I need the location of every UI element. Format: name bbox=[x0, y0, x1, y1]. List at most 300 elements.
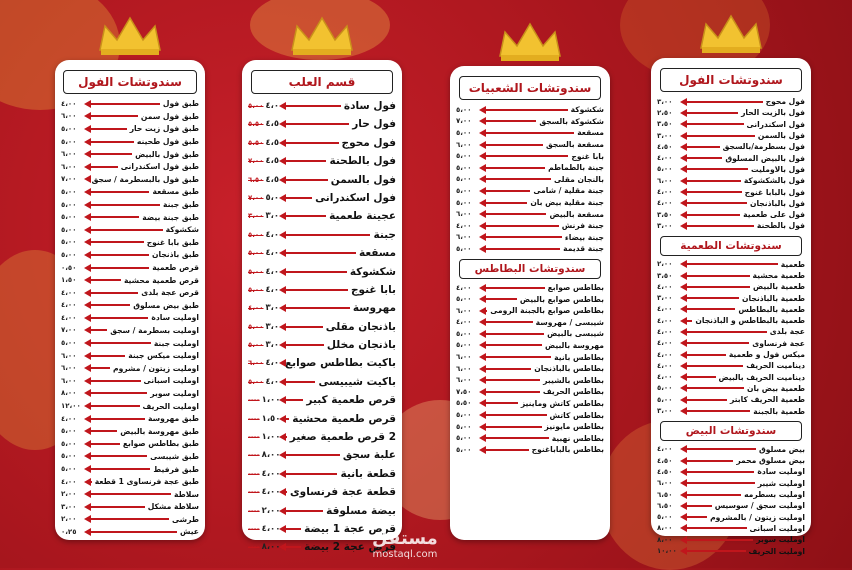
item-price bbox=[657, 384, 679, 392]
item-name: طبق فول زيت حار bbox=[129, 124, 199, 134]
item-price bbox=[657, 547, 679, 555]
item-name: مسقعة bbox=[577, 128, 604, 138]
arrow-icon bbox=[281, 271, 347, 273]
item-price-value: ٤،٠٠ bbox=[657, 188, 673, 197]
item-name: طعمية بالجبنة bbox=[753, 406, 805, 416]
menu-panel-shaabiyat bbox=[450, 66, 610, 540]
item-price-value: ٢،٠٠ bbox=[657, 260, 673, 269]
item-price bbox=[456, 353, 478, 361]
item-price bbox=[456, 284, 478, 292]
item-price-value: ٤،٠٠ bbox=[261, 523, 281, 534]
panel-title: قسم العلب bbox=[251, 70, 394, 94]
item-price bbox=[657, 177, 679, 185]
arrow-icon bbox=[682, 460, 733, 462]
arrow-icon bbox=[481, 225, 559, 227]
menu-row bbox=[450, 374, 610, 386]
item-name: سلاطة مشكل bbox=[147, 502, 199, 512]
item-price-value: ٤،٠٠ bbox=[61, 301, 77, 310]
arrow-icon bbox=[86, 317, 148, 319]
item-price-value: ٥،٠٠ bbox=[61, 439, 77, 448]
item-name: مسقعة بالسجق bbox=[545, 140, 604, 150]
item-price bbox=[657, 305, 679, 313]
menu-row bbox=[242, 319, 402, 335]
item-price-value: ٨،٠٠ bbox=[61, 389, 77, 398]
item-price bbox=[61, 251, 83, 259]
menu-row bbox=[242, 135, 402, 151]
item-price-value: ٥،٠٠ bbox=[657, 395, 673, 404]
item-name: طعمية بيض بان bbox=[746, 383, 805, 393]
item-price-value: ٥،٠٠ bbox=[456, 295, 472, 304]
arrow-icon bbox=[481, 298, 517, 300]
item-price-value: ٣،٠٠ bbox=[61, 502, 77, 511]
menu-row bbox=[651, 259, 811, 270]
item-name: بابا غنوج bbox=[571, 151, 604, 161]
item-name: فول بالطحنة bbox=[756, 221, 805, 231]
item-name: اومليت زيتون / مشروم bbox=[113, 363, 199, 373]
item-price-value: ٥،٠٠ bbox=[61, 339, 77, 348]
menu-row bbox=[55, 312, 205, 324]
arrow-icon bbox=[682, 157, 722, 159]
arrow-icon bbox=[86, 430, 117, 432]
item-price-value: ٣،٠٠ bbox=[657, 294, 673, 303]
arrow-icon bbox=[86, 115, 138, 117]
item-price-value: ٦،٠٠ bbox=[61, 150, 77, 159]
menu-row bbox=[242, 429, 402, 445]
item-price-value: ٦،٥٠ bbox=[657, 490, 673, 499]
item-price-value: ٤،٠٠ bbox=[657, 339, 673, 348]
menu-list bbox=[651, 96, 811, 557]
item-name: اومليت سوبر bbox=[756, 535, 805, 545]
arrow-icon bbox=[281, 344, 324, 346]
item-price bbox=[657, 165, 679, 173]
menu-row bbox=[242, 172, 402, 188]
item-price-value: ٧،٠٠ bbox=[61, 175, 77, 184]
menu-row bbox=[55, 199, 205, 211]
item-price bbox=[657, 199, 679, 207]
arrow-icon bbox=[481, 167, 545, 169]
item-price bbox=[61, 301, 83, 309]
arrow-icon bbox=[682, 286, 750, 288]
item-name: اومليت بسطرمه bbox=[744, 490, 805, 500]
item-name: طبق مهروسة bbox=[148, 414, 199, 424]
item-price bbox=[61, 339, 83, 347]
item-price bbox=[657, 373, 679, 381]
item-old-price: ---- bbox=[248, 469, 260, 478]
item-price-value: ١٢،٠٠ bbox=[61, 402, 81, 411]
arrow-icon bbox=[86, 178, 89, 180]
item-name: علبة سجق bbox=[342, 449, 396, 462]
item-price-value: ٥،٠٠ bbox=[61, 124, 77, 133]
menu-row bbox=[450, 232, 610, 244]
item-price-value: ٤،٠٠ bbox=[61, 477, 77, 486]
item-name: مسقعة بالبيض bbox=[549, 209, 604, 219]
item-name: شكشوكة بالسجق bbox=[539, 116, 604, 126]
menu-row bbox=[242, 245, 402, 261]
arrow-icon bbox=[682, 448, 756, 450]
menu-row bbox=[242, 208, 402, 224]
menu-row bbox=[55, 224, 205, 236]
item-price-value: ٥،٠٠ bbox=[61, 465, 77, 474]
arrow-icon bbox=[281, 362, 282, 364]
arrow-icon bbox=[682, 342, 749, 344]
item-price-value: ٥،٠٠ bbox=[456, 244, 472, 253]
item-price-value: ٤،٠٠ bbox=[265, 248, 285, 259]
item-name: بالنجان مقلى bbox=[553, 174, 604, 184]
item-name: فول على طعمية bbox=[743, 210, 805, 220]
item-old-price: ---- bbox=[248, 396, 260, 405]
item-price-value: ٣،٠٠ bbox=[657, 407, 673, 416]
item-name: طبق فرفيط bbox=[153, 464, 199, 474]
item-price bbox=[61, 352, 83, 360]
arrow-icon bbox=[481, 287, 545, 289]
item-price bbox=[657, 339, 679, 347]
menu-row bbox=[55, 488, 205, 500]
menu-row bbox=[242, 447, 402, 463]
item-name: جبنة بيضاء bbox=[564, 232, 604, 242]
item-price bbox=[657, 143, 679, 151]
arrow-icon bbox=[86, 355, 125, 357]
menu-row bbox=[242, 355, 402, 371]
item-price-value: ٢،٠٠ bbox=[61, 515, 77, 524]
menu-row bbox=[651, 512, 811, 523]
item-price bbox=[61, 213, 83, 221]
arrow-icon bbox=[481, 202, 527, 204]
item-price bbox=[657, 294, 679, 302]
menu-row bbox=[450, 139, 610, 151]
menu-row bbox=[450, 243, 610, 255]
item-price-value: ٤،٥٠ bbox=[657, 142, 673, 151]
panel-title: سندوتشات الفول bbox=[63, 70, 197, 94]
item-price bbox=[248, 487, 281, 498]
arrow-icon bbox=[281, 142, 339, 144]
arrow-icon bbox=[682, 214, 740, 216]
item-price-value: ٨،٠٠ bbox=[657, 535, 673, 544]
arrow-icon bbox=[86, 342, 151, 344]
item-price bbox=[657, 362, 679, 370]
item-price-value: ٥،٠٠ bbox=[456, 445, 472, 454]
arrow-icon bbox=[481, 402, 518, 404]
item-price bbox=[456, 245, 478, 253]
item-name: قرص طعمية محشية bbox=[123, 275, 199, 285]
item-name: بطاطس بالباذنجان bbox=[534, 364, 604, 374]
menu-row bbox=[242, 411, 402, 427]
menu-row bbox=[450, 386, 610, 398]
item-price-value: ٢،٠٠ bbox=[261, 505, 281, 516]
menu-row bbox=[55, 274, 205, 286]
arrow-icon bbox=[86, 455, 147, 457]
item-price-value: ٥،٥٠ bbox=[456, 399, 472, 408]
menu-row bbox=[55, 300, 205, 312]
item-price bbox=[61, 515, 83, 523]
menu-row bbox=[242, 282, 402, 298]
item-name: طعمية محشية bbox=[752, 271, 805, 280]
item-price bbox=[456, 210, 478, 218]
item-name: فول بالبابا غنوج bbox=[744, 187, 805, 197]
item-price-value: ٥،٠٠ bbox=[61, 225, 77, 234]
item-price bbox=[657, 188, 679, 196]
arrow-icon bbox=[481, 333, 544, 335]
item-price-value: ٥،٠٠ bbox=[265, 192, 285, 203]
item-price bbox=[248, 303, 285, 314]
menu-row bbox=[55, 425, 205, 437]
item-name: طبق جبنة bbox=[162, 200, 199, 210]
item-price bbox=[61, 326, 83, 334]
arrow-icon bbox=[281, 326, 323, 328]
item-price-value: ٥،٠٠ bbox=[456, 434, 472, 443]
arrow-icon bbox=[682, 112, 738, 114]
menu-row bbox=[651, 220, 811, 231]
item-price-value: ٦،٠٠ bbox=[657, 176, 673, 185]
item-price bbox=[248, 523, 281, 534]
arrow-icon bbox=[682, 505, 712, 507]
arrow-icon bbox=[481, 132, 574, 134]
item-price bbox=[61, 314, 83, 322]
item-price-value: ٤،٠٠ bbox=[261, 487, 281, 498]
arrow-icon bbox=[682, 146, 720, 148]
item-price bbox=[657, 513, 679, 521]
item-name: اومليت جبنة bbox=[153, 338, 199, 348]
item-name: مهروسة bbox=[352, 302, 396, 315]
item-price bbox=[657, 211, 679, 219]
item-name: بطاطس كاتش وماينيز bbox=[520, 398, 604, 408]
arrow-icon bbox=[682, 527, 747, 529]
item-name: بطاطس بانية bbox=[554, 352, 604, 362]
item-price bbox=[61, 201, 83, 209]
item-price-value: ٣،٠٠ bbox=[265, 211, 285, 222]
watermark-arabic: مستقل bbox=[372, 528, 438, 549]
arrow-icon bbox=[682, 365, 743, 367]
item-price-value: ٤،٠٠ bbox=[657, 373, 673, 382]
arrow-icon bbox=[682, 191, 742, 193]
item-price-value: ٢،٥٠ bbox=[657, 108, 673, 117]
arrow-icon bbox=[86, 204, 160, 206]
item-price bbox=[248, 542, 281, 553]
item-old-price: ٥،٠٠ bbox=[248, 285, 264, 294]
item-price bbox=[657, 120, 679, 128]
item-price bbox=[61, 528, 83, 536]
item-price-value: ٣،٠٠ bbox=[657, 131, 673, 140]
arrow-icon bbox=[481, 391, 540, 393]
arrow-icon bbox=[86, 405, 140, 407]
item-name: قرص عجة بلدى bbox=[141, 288, 199, 298]
item-price bbox=[248, 101, 285, 111]
item-price-value: ٧،٠٠ bbox=[61, 326, 77, 335]
item-price bbox=[248, 432, 281, 443]
item-name: طعمية بالبطاطس و الباذنجان bbox=[695, 316, 805, 326]
item-name: طبق باذنجان bbox=[152, 250, 199, 260]
menu-row bbox=[450, 317, 610, 329]
item-price bbox=[61, 175, 83, 183]
menu-row bbox=[242, 190, 402, 206]
menu-row bbox=[242, 116, 402, 132]
item-price-value: ٣،٥٠ bbox=[657, 210, 673, 219]
menu-row bbox=[651, 394, 811, 405]
menu-row bbox=[651, 119, 811, 130]
menu-row bbox=[55, 438, 205, 450]
item-price-value: ٥،٠٠ bbox=[456, 411, 472, 420]
item-price bbox=[61, 125, 83, 133]
item-price bbox=[248, 229, 285, 240]
arrow-icon bbox=[682, 275, 750, 277]
arrow-icon bbox=[281, 179, 328, 181]
item-price bbox=[657, 536, 679, 544]
item-name: قرص عجة 2 بيضة bbox=[304, 541, 396, 554]
item-name: جبنة bbox=[373, 228, 396, 241]
arrow-icon bbox=[682, 516, 707, 518]
item-name: اومليت سجق / سوسيس bbox=[714, 501, 805, 511]
item-price bbox=[657, 396, 679, 404]
arrow-icon bbox=[281, 123, 349, 125]
item-price-value: ٤،٥٠ bbox=[657, 467, 673, 476]
item-old-price: ---- bbox=[248, 488, 260, 497]
item-old-price: ---- bbox=[248, 543, 260, 552]
item-price bbox=[61, 238, 83, 246]
item-name: جبنة مقلية بيض بان bbox=[530, 198, 604, 208]
menu-row bbox=[651, 141, 811, 152]
menu-row bbox=[651, 107, 811, 118]
arrow-icon bbox=[281, 215, 326, 217]
item-name: شيبسى / مهروسة bbox=[535, 317, 604, 327]
arrow-icon bbox=[86, 329, 107, 331]
item-name: مهروسة بالبيض bbox=[545, 340, 604, 350]
item-price-value: ٤،٠٠ bbox=[61, 99, 77, 108]
arrow-icon bbox=[86, 128, 127, 130]
menu-row bbox=[55, 148, 205, 160]
item-price-value: ٤،٠٠ bbox=[265, 376, 285, 387]
item-price-value: ٣،٥٠ bbox=[657, 271, 673, 280]
item-name: فول بالباذنجان bbox=[749, 198, 805, 208]
item-price-value: ٤،٠٠ bbox=[657, 305, 673, 314]
crown-icon bbox=[698, 14, 764, 54]
menu-row bbox=[651, 338, 811, 349]
item-name: جبنة مقلية / شامى bbox=[533, 186, 604, 196]
item-old-price: ٦،٥٠ bbox=[248, 175, 264, 184]
arrow-icon bbox=[481, 449, 529, 451]
item-price-value: ١٠،٠٠ bbox=[657, 547, 677, 556]
item-price bbox=[456, 199, 478, 207]
item-price-value: ٤،٥٠ bbox=[265, 119, 285, 130]
item-name: 2 قرص طعمية صغير bbox=[289, 431, 396, 444]
arrow-icon bbox=[281, 105, 341, 107]
item-price bbox=[61, 188, 83, 196]
arrow-icon bbox=[86, 367, 110, 369]
item-name: فول اسكندرانى bbox=[746, 119, 805, 129]
menu-row bbox=[450, 305, 610, 317]
menu-list bbox=[450, 104, 610, 456]
item-name: سلاطة bbox=[174, 489, 199, 499]
item-price bbox=[61, 264, 83, 272]
item-price-value: ٤،٠٠ bbox=[657, 199, 673, 208]
arrow-icon bbox=[281, 436, 287, 438]
item-price-value: ٤،٠٠ bbox=[657, 361, 673, 370]
item-price bbox=[456, 187, 478, 195]
item-price-value: ٣،٠٠ bbox=[657, 221, 673, 230]
item-old-price: ٥،٥٠ bbox=[248, 120, 264, 129]
menu-row bbox=[242, 392, 402, 408]
item-price-value: ٤،٠٠ bbox=[61, 288, 77, 297]
item-price bbox=[61, 163, 83, 171]
menu-row bbox=[651, 500, 811, 511]
arrow-icon bbox=[682, 135, 755, 137]
menu-row bbox=[450, 363, 610, 375]
arrow-icon bbox=[86, 531, 177, 533]
menu-row bbox=[651, 315, 811, 326]
arrow-icon bbox=[86, 443, 120, 445]
item-price bbox=[456, 388, 478, 396]
arrow-icon bbox=[682, 297, 739, 299]
item-price-value: ٤،٠٠ bbox=[61, 414, 77, 423]
menu-panel-fool-plates bbox=[55, 60, 205, 540]
menu-row bbox=[55, 375, 205, 387]
menu-row bbox=[450, 432, 610, 444]
item-price-value: ٥،٠٠ bbox=[61, 238, 77, 247]
item-price bbox=[456, 446, 478, 454]
item-price-value: ٦،٠٠ bbox=[456, 140, 472, 149]
item-price bbox=[61, 415, 83, 423]
item-old-price: ٥،٠٠ bbox=[248, 322, 264, 331]
arrow-icon bbox=[281, 307, 350, 309]
item-price-value: ٦،٠٠ bbox=[456, 353, 472, 362]
item-price bbox=[657, 272, 679, 280]
item-price-value: ٦،٠٠ bbox=[61, 351, 77, 360]
menu-row bbox=[651, 130, 811, 141]
menu-row bbox=[651, 198, 811, 209]
arrow-icon bbox=[682, 202, 747, 204]
arrow-icon bbox=[281, 491, 287, 493]
menu-row bbox=[450, 398, 610, 410]
item-price bbox=[61, 452, 83, 460]
item-price-value: ٤،٠٠ bbox=[265, 358, 285, 369]
item-price bbox=[61, 490, 83, 498]
item-price-value: ٨،٠٠ bbox=[657, 524, 673, 533]
item-price bbox=[456, 222, 478, 230]
item-price-value: ٤،٠٠ bbox=[265, 101, 285, 111]
item-price bbox=[657, 457, 679, 465]
item-price bbox=[61, 465, 83, 473]
item-old-price: ٥،٠٠ bbox=[248, 230, 264, 239]
menu-row bbox=[450, 208, 610, 220]
item-name: اومليت ميكس جبنة bbox=[128, 351, 199, 361]
arrow-icon bbox=[682, 320, 692, 322]
item-old-price: ٣،٠٠ bbox=[248, 212, 264, 221]
item-price bbox=[456, 330, 478, 338]
arrow-icon bbox=[481, 109, 568, 111]
item-price bbox=[456, 411, 478, 419]
menu-row bbox=[450, 116, 610, 128]
item-name: باذنجان مخلل bbox=[326, 339, 396, 352]
item-name: فول محوج bbox=[341, 136, 396, 149]
item-name: اومليت اسبانى bbox=[749, 523, 805, 533]
item-name: طبق بابا غنوج bbox=[146, 237, 199, 247]
menu-row bbox=[651, 534, 811, 545]
arrow-icon bbox=[86, 279, 121, 281]
menu-row bbox=[651, 489, 811, 500]
arrow-icon bbox=[481, 414, 547, 416]
arrow-icon bbox=[682, 539, 753, 541]
item-price-value: ٦،٠٠ bbox=[61, 112, 77, 121]
item-price bbox=[248, 192, 285, 203]
item-name: عجة فرنساوى bbox=[752, 338, 805, 348]
menu-row bbox=[242, 466, 402, 482]
item-name: ميكس فول و طعمية bbox=[728, 350, 805, 360]
arrow-icon bbox=[682, 550, 746, 552]
item-price bbox=[248, 376, 285, 387]
item-price bbox=[456, 152, 478, 160]
menu-row bbox=[651, 383, 811, 394]
menu-row bbox=[651, 326, 811, 337]
arrow-icon bbox=[281, 399, 303, 401]
item-price-value: ٥،٠٠ bbox=[456, 329, 472, 338]
